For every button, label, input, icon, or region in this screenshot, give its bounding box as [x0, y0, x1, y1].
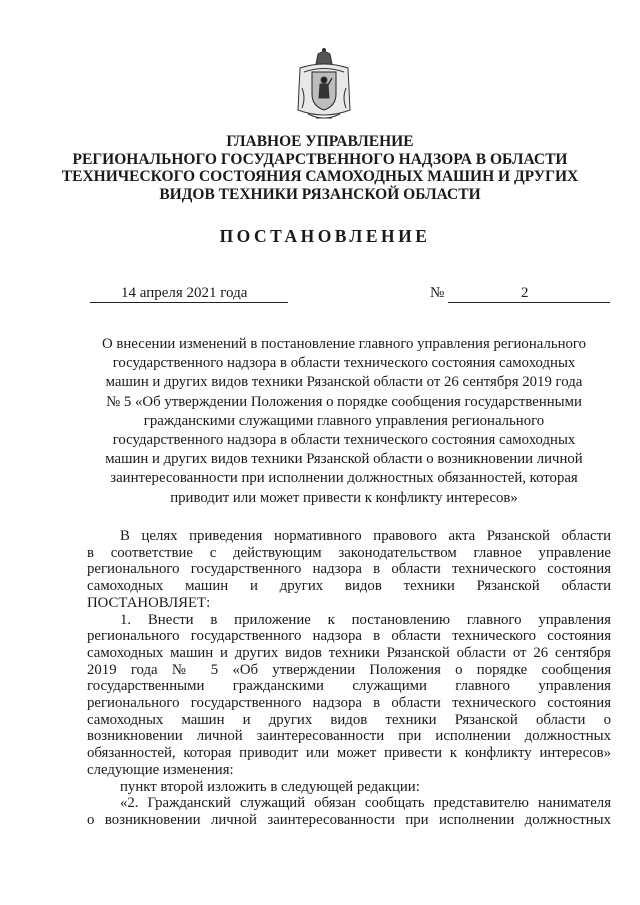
title-line: заинтересованности при исполнении должностных обязанностей, которая	[110, 470, 578, 487]
title-line: гражданскими служащими главного управления регионального	[143, 412, 545, 429]
document-title	[90, 335, 598, 508]
title-line: государственного надзора в области технического состояния самоходных	[112, 432, 576, 449]
body-line: 1. Внести в приложение к постановлению главного управления	[120, 611, 611, 628]
document-date: 14 апреля 2021 года	[121, 285, 248, 301]
body-line: регионального государственного надзора в области технического состояния	[87, 628, 611, 645]
body-line: государственными гражданскими служащими главного управления	[87, 678, 611, 695]
body-line: регионального государственного надзора в области технического состояния	[87, 561, 611, 578]
body-line: обязанностей, которая приводит или может привести к конфликту интересов»	[87, 745, 611, 762]
body-line: в соответствие с действующим законодательством главное управление	[87, 544, 611, 561]
header-line: ГЛАВНОЕ УПРАВЛЕНИЕ	[226, 133, 414, 150]
header-line: ВИДОВ ТЕХНИКИ РЯЗАНСКОЙ ОБЛАСТИ	[159, 185, 481, 203]
body-line: самоходных машин и других видов техники Рязанской области от 26 сентября	[87, 644, 611, 661]
body-line: ПОСТАНОВЛЯЕТ:	[87, 594, 211, 611]
body-line: самоходных машин и других видов техники Рязанской области о	[87, 711, 611, 728]
body-line: о возникновении личной заинтересованности при исполнении должностных	[87, 811, 611, 828]
body-line: регионального государственного надзора в области технического состояния	[87, 695, 611, 712]
body-line: 2019 года № 5 «Об утверждении Положения о порядке сообщения	[87, 661, 611, 678]
document-type: ПОСТАНОВЛЕНИЕ	[219, 226, 431, 246]
title-line: № 5 «Об утверждении Положения о порядке сообщения государственными	[106, 393, 582, 410]
document-number-field	[448, 285, 610, 303]
body-line: самоходных машин и других видов техники Рязанской области	[87, 578, 611, 595]
body-line: «2. Гражданский служащий обязан сообщать представителю нанимателя	[120, 795, 611, 812]
document-number: 2	[521, 285, 529, 301]
body-line: возникновении личной заинтересованности при исполнении должностных	[87, 728, 611, 745]
header-line: ТЕХНИЧЕСКОГО СОСТОЯНИЯ САМОХОДНЫХ МАШИН И ДРУГИХ	[61, 168, 579, 185]
title-line: машин и других видов техники Рязанской области от 26 сентября 2019 года	[105, 374, 583, 391]
number-label: №	[430, 285, 445, 301]
body-line: пункт второй изложить в следующей редакции:	[120, 778, 420, 795]
title-line: О внесении изменений в постановление главного управления регионального	[102, 336, 586, 352]
title-line: государственного надзора в области технического состояния самоходных	[112, 355, 576, 372]
agency-header	[60, 133, 580, 203]
title-line: приводит или может привести к конфликту интересов»	[170, 489, 518, 506]
body-line: следующие изменения:	[87, 761, 234, 778]
body-line: В целях приведения нормативного правового акта Рязанской области	[120, 528, 611, 544]
header-line: РЕГИОНАЛЬНОГО ГОСУДАРСТВЕННОГО НАДЗОРА В ОБЛАСТИ	[72, 150, 568, 168]
ryazan-coat-of-arms-icon	[294, 48, 354, 126]
title-line: машин и других видов техники Рязанской области о возникновении личной	[105, 451, 583, 468]
document-body	[87, 528, 611, 829]
document-date-field	[90, 285, 288, 303]
